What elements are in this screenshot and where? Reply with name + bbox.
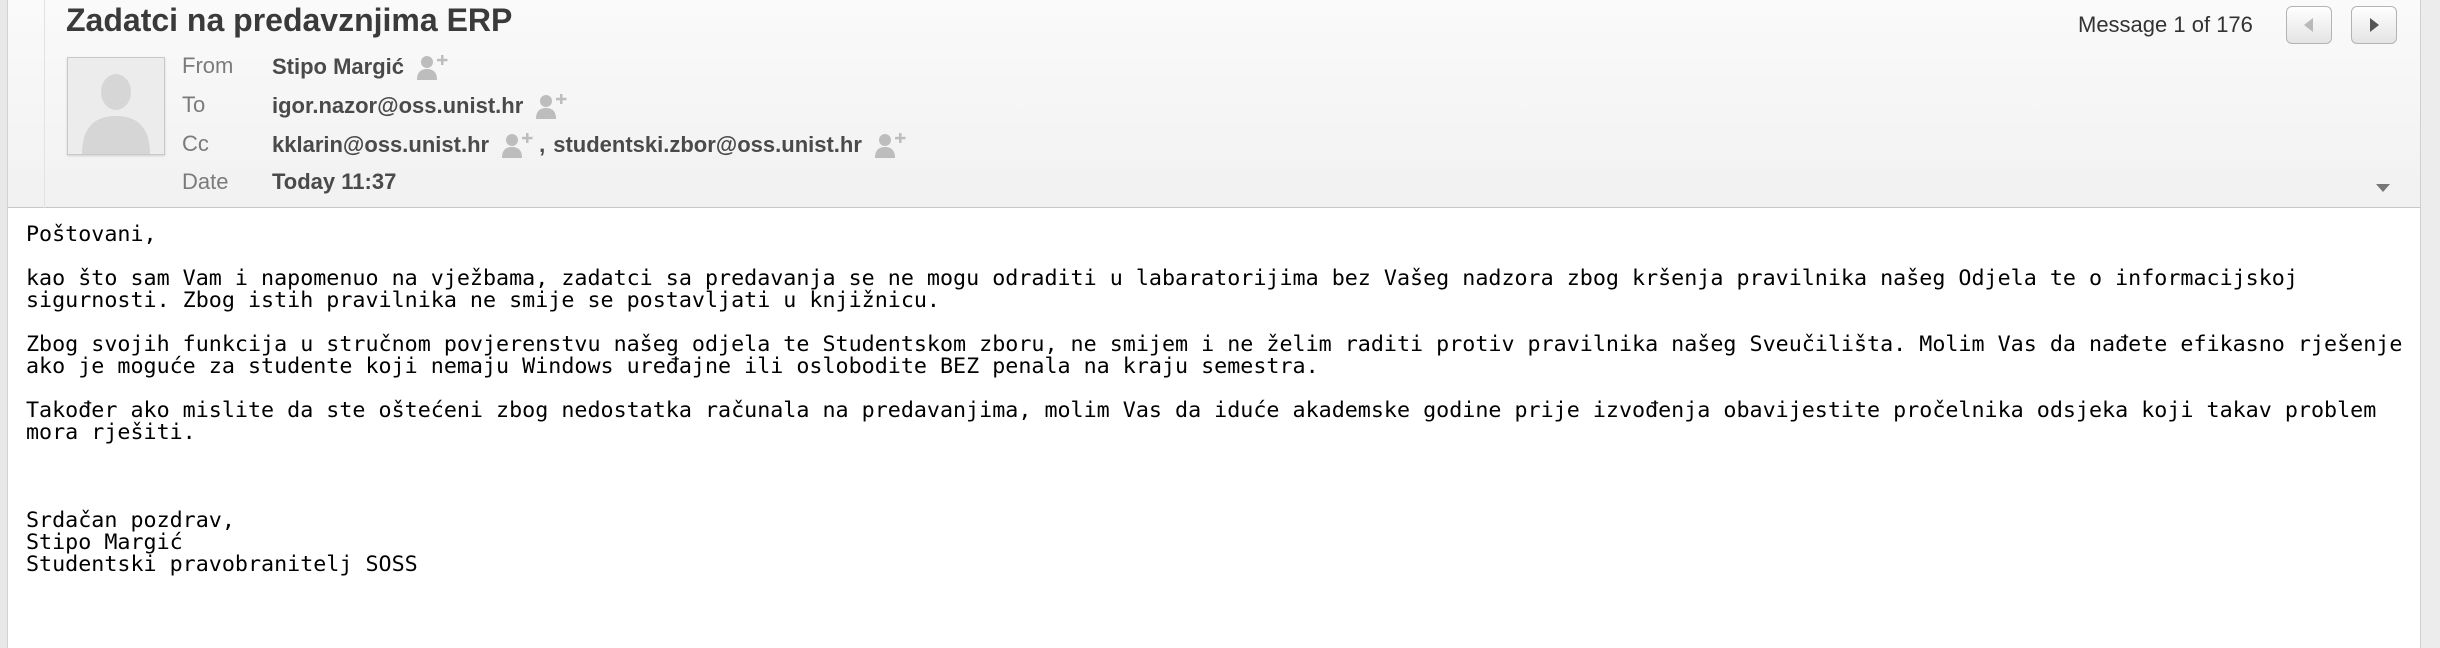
from-label: From (182, 53, 234, 78)
previous-message-icon (2301, 16, 2317, 34)
message-counter: Message 1 of 176 (2078, 12, 2253, 37)
blank-line (26, 312, 2406, 334)
cc-label: Cc (182, 131, 209, 156)
person-silhouette-icon (68, 58, 164, 154)
body-paragraph-1: kao što sam Vam i napomenuo na vježbama, zadatci sa predavanja se ne mogu odraditi u labaratorijima bez Vašeg nadzora zbog kršenja pravilnika našeg Odjela te o informacijskoj sigurnosti. Zbog istih pravilnika ne smije se postavljati u knjižnicu. (26, 266, 2311, 313)
blank-line (26, 466, 2406, 488)
signature-title: Studentski pravobranitelj SOSS (26, 552, 418, 577)
message-header (0, 0, 2440, 208)
greeting: Poštovani, (26, 222, 157, 247)
add-contact-icon[interactable] (501, 131, 537, 159)
blank-line (26, 444, 2406, 466)
from-value[interactable]: Stipo Margić (272, 54, 405, 79)
date-value: Today 11:37 (272, 169, 397, 194)
next-message-icon (2366, 16, 2382, 34)
add-contact-icon[interactable] (416, 53, 452, 81)
add-contact-icon[interactable] (874, 131, 910, 159)
blank-line (26, 378, 2406, 400)
sender-avatar[interactable] (67, 57, 165, 155)
blank-line (26, 488, 2406, 510)
closing: Srdačan pozdrav, (26, 508, 235, 533)
message-body (26, 222, 2416, 577)
from-field (272, 53, 452, 81)
cc-value[interactable]: kklarin@oss.unist.hr (272, 132, 490, 157)
cc-field (272, 131, 910, 159)
previous-message-button[interactable] (2286, 6, 2332, 44)
message-subject: Zadatci na predavznjima ERP (66, 2, 513, 38)
vertical-scrollbar[interactable] (2420, 0, 2440, 648)
to-value[interactable]: igor.nazor@oss.unist.hr (272, 93, 524, 118)
to-field (272, 92, 571, 120)
header-divider (44, 0, 45, 208)
body-paragraph-2: Zbog svojih funkcija u stručnom povjerenstvu našeg odjela te Studentskom zboru, ne smijem i ne želim raditi protiv pravilnika našeg Sveučilišta. Molim Vas da nađete efikasno rješenje ako je moguće za studente koji nemaju Windows uređajne ili oslobodite BEZ penala na kraju semestra. (26, 332, 2416, 379)
cc-separator: , (539, 132, 546, 157)
left-pane-edge (0, 0, 8, 648)
cc-value[interactable]: studentski.zbor@oss.unist.hr (553, 132, 862, 157)
blank-line (26, 246, 2406, 268)
add-contact-icon[interactable] (535, 92, 571, 120)
expand-header-button[interactable] (2373, 182, 2393, 194)
to-label: To (182, 92, 206, 117)
date-label: Date (182, 169, 229, 194)
signature-name: Stipo Margić (26, 530, 183, 555)
body-paragraph-3: Također ako mislite da ste oštećeni zbog nedostatka računala na predavanjima, molim Vas da iduće akademske godine prije izvođenja obavijestite pročelnika odsjeka koji takav problem mora rješiti. (26, 398, 2390, 445)
expand-header-icon (2373, 182, 2393, 194)
next-message-button[interactable] (2351, 6, 2397, 44)
